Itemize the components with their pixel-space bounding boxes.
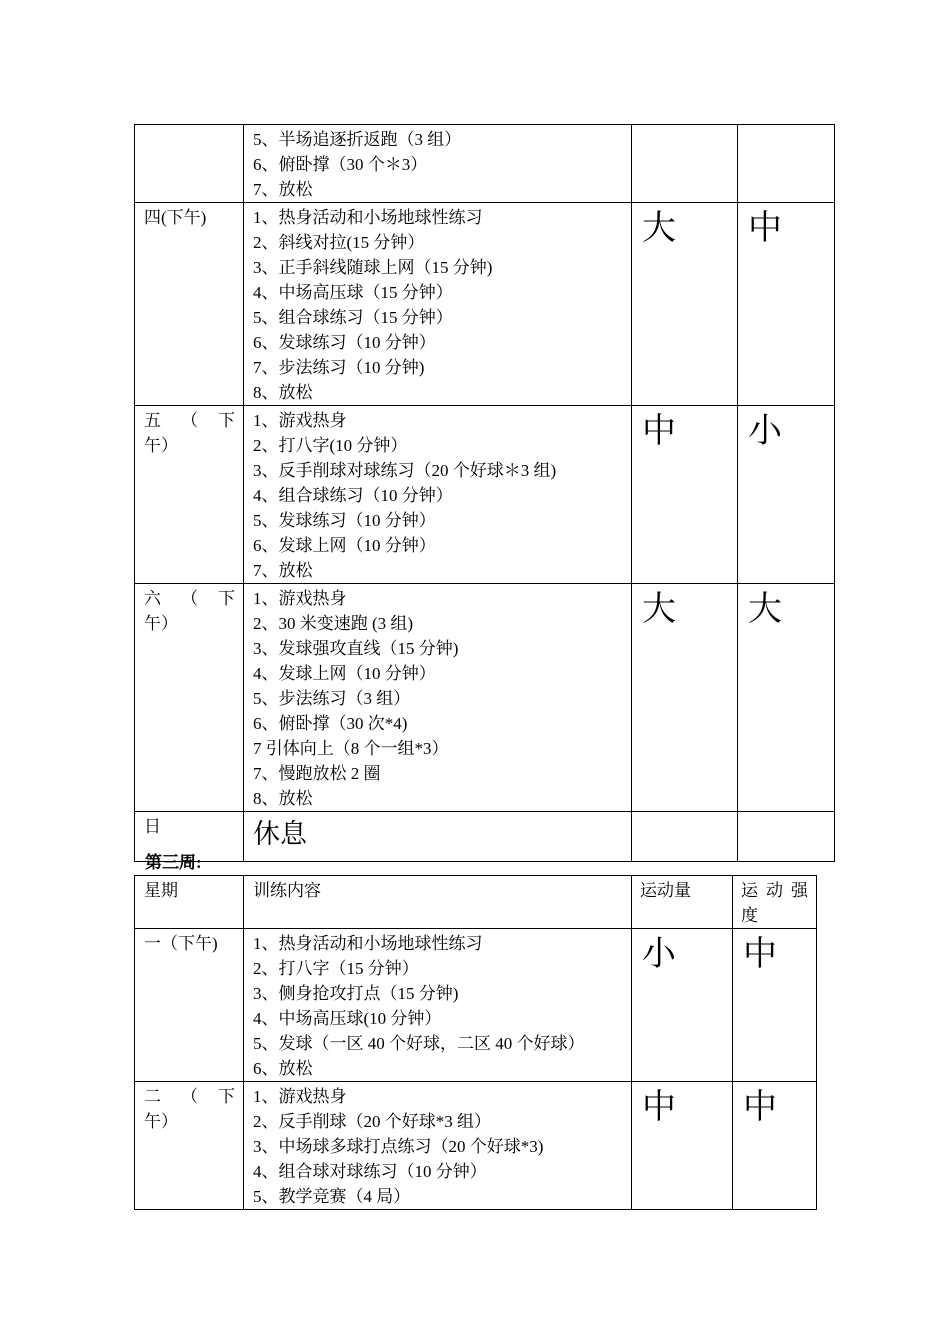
volume-cell xyxy=(632,812,738,862)
list-item: 7、慢跑放松 2 圈 xyxy=(253,764,381,783)
day-cell: 五 （ 下 午） xyxy=(135,406,244,584)
volume-value: 小 xyxy=(642,936,676,973)
list-item: 4、中场高压球(10 分钟） xyxy=(253,1009,442,1028)
intensity-value: 中 xyxy=(743,1089,777,1126)
list-item: 3、中场球多球打点练习（20 个好球*3) xyxy=(253,1137,544,1156)
volume-value: 中 xyxy=(642,1089,676,1126)
intensity-cell xyxy=(733,1082,817,1210)
list-item: 1、热身活动和小场地球性练习 xyxy=(253,208,483,227)
content-cell xyxy=(244,203,632,406)
list-item: 4、组合球练习（10 分钟） xyxy=(253,486,453,505)
list-item: 1、游戏热身 xyxy=(253,589,347,608)
list-item: 6、发球练习（10 分钟） xyxy=(253,333,436,352)
intensity-value: 大 xyxy=(748,591,782,628)
list-item: 6、发球上网（10 分钟） xyxy=(253,536,436,555)
content-cell xyxy=(244,929,632,1082)
day-cell: 四(下午) xyxy=(135,203,244,406)
list-item: 8、放松 xyxy=(253,383,313,402)
rest-label: 休息 xyxy=(253,819,307,849)
list-item: 3、反手削球对球练习（20 个好球＊3 组) xyxy=(253,461,557,480)
table-row xyxy=(135,584,835,812)
week-heading: 第三周: xyxy=(145,853,202,872)
list-item: 7、放松 xyxy=(253,180,313,199)
volume-value: 大 xyxy=(642,591,676,628)
list-item: 4、发球上网（10 分钟） xyxy=(253,664,436,683)
list-item: 5、步法练习（3 组） xyxy=(253,689,411,708)
list-item: 7 引体向上（8 个一组*3） xyxy=(253,739,449,758)
table-row xyxy=(135,929,817,1082)
training-table-week3 xyxy=(134,875,817,1210)
header-content: 训练内容 xyxy=(244,876,632,929)
header-day: 星期 xyxy=(135,876,244,929)
content-cell xyxy=(244,584,632,812)
table-row xyxy=(135,406,835,584)
list-item: 3、侧身抢攻打点（15 分钟) xyxy=(253,984,459,1003)
volume-cell xyxy=(632,406,738,584)
list-item: 2、打八字(10 分钟） xyxy=(253,436,408,455)
day-cell: 一（下午) xyxy=(135,929,244,1082)
intensity-cell xyxy=(738,406,835,584)
content-cell xyxy=(244,125,632,203)
intensity-value: 中 xyxy=(748,210,782,247)
table-row xyxy=(135,812,835,862)
volume-value: 中 xyxy=(642,413,676,450)
table-row xyxy=(135,125,835,203)
list-item: 1、热身活动和小场地球性练习 xyxy=(253,934,483,953)
content-cell xyxy=(244,812,632,862)
list-item: 6、俯卧撑（30 个＊3） xyxy=(253,155,428,174)
list-item: 4、组合球对球练习（10 分钟） xyxy=(253,1162,487,1181)
day-cell: 日 xyxy=(135,812,244,862)
table-row xyxy=(135,203,835,406)
list-item: 5、半场追逐折返跑（3 组） xyxy=(253,130,462,149)
volume-cell xyxy=(632,929,733,1082)
intensity-cell xyxy=(733,929,817,1082)
content-cell xyxy=(244,1082,632,1210)
list-item: 2、反手削球（20 个好球*3 组） xyxy=(253,1112,491,1131)
day-cell: 六 （ 下 午） xyxy=(135,584,244,812)
volume-cell xyxy=(632,1082,733,1210)
list-item: 3、发球强攻直线（15 分钟) xyxy=(253,639,459,658)
table-header-row xyxy=(135,876,817,929)
table-row xyxy=(135,1082,817,1210)
intensity-value: 中 xyxy=(743,936,777,973)
intensity-cell xyxy=(738,812,835,862)
content-cell xyxy=(244,406,632,584)
list-item: 1、游戏热身 xyxy=(253,411,347,430)
list-item: 2、打八字（15 分钟） xyxy=(253,959,419,978)
volume-value: 大 xyxy=(642,210,676,247)
volume-cell xyxy=(632,203,738,406)
list-item: 7、放松 xyxy=(253,561,313,580)
list-item: 7、步法练习（10 分钟) xyxy=(253,358,425,377)
header-volume: 运动量 xyxy=(632,876,733,929)
list-item: 6、放松 xyxy=(253,1059,313,1078)
list-item: 2、30 米变速跑 (3 组) xyxy=(253,614,414,633)
day-cell: 二 （ 下 午） xyxy=(135,1082,244,1210)
list-item: 2、斜线对拉(15 分钟） xyxy=(253,233,425,252)
volume-cell xyxy=(632,125,738,203)
list-item: 5、发球练习（10 分钟） xyxy=(253,511,436,530)
list-item: 4、中场高压球（15 分钟） xyxy=(253,283,453,302)
list-item: 5、组合球练习（15 分钟） xyxy=(253,308,453,327)
intensity-cell xyxy=(738,203,835,406)
volume-cell xyxy=(632,584,738,812)
list-item: 3、正手斜线随球上网（15 分钟) xyxy=(253,258,493,277)
header-intensity: 运 动 强 度 xyxy=(733,876,817,929)
list-item: 1、游戏热身 xyxy=(253,1087,347,1106)
list-item: 8、放松 xyxy=(253,789,313,808)
list-item: 5、发球（一区 40 个好球，二区 40 个好球） xyxy=(253,1034,585,1053)
day-cell xyxy=(135,125,244,203)
intensity-value: 小 xyxy=(748,413,782,450)
list-item: 6、俯卧撑（30 次*4) xyxy=(253,714,408,733)
list-item: 5、教学竞赛（4 局） xyxy=(253,1187,411,1206)
training-table-week2 xyxy=(134,124,835,862)
intensity-cell xyxy=(738,125,835,203)
intensity-cell xyxy=(738,584,835,812)
